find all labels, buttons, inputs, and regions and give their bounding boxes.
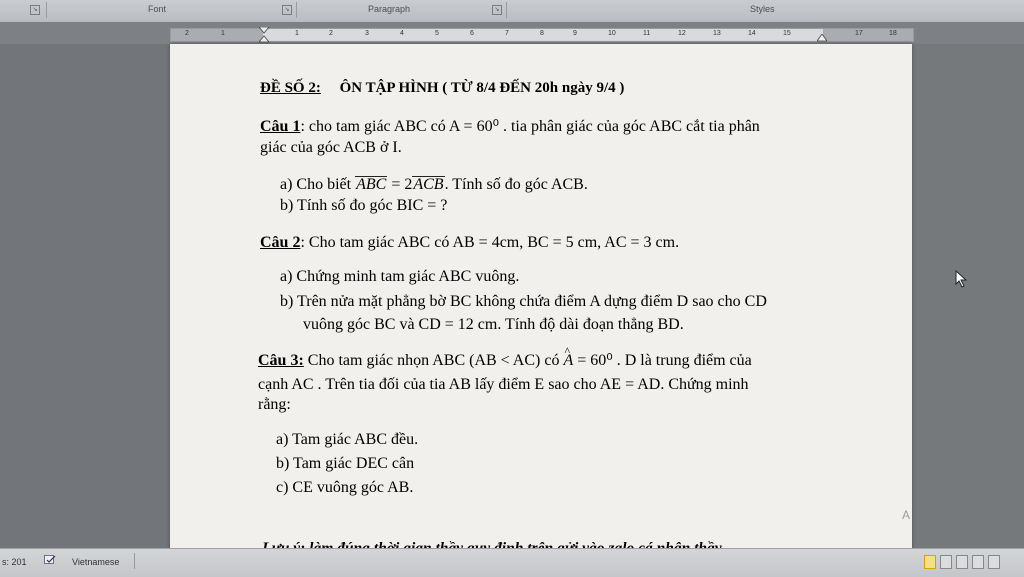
outline-view-icon[interactable] [972,555,984,569]
ruler-number: 11 [643,30,651,37]
q3-label: Câu 3: [258,352,304,369]
draft-view-icon[interactable] [988,555,1000,569]
q1a-suffix: . Tính số đo góc ACB. [444,176,588,193]
ribbon-group-labels [0,0,1024,23]
q1-line1 [260,116,760,137]
ruler-number: 9 [573,30,577,37]
q1-part-a [280,174,588,195]
styles-group-label: Styles [750,4,775,14]
print-layout-view-icon[interactable] [924,555,936,569]
watermark-text: A [902,508,911,522]
q3-text-pre: Cho tam giác nhọn ABC (AB < AC) có [303,352,564,369]
q3-text-post: = 60⁰ . D là trung điểm của [573,352,752,369]
ruler-number: 8 [540,30,544,37]
web-layout-view-icon[interactable] [956,555,968,569]
ruler-number: 7 [505,30,509,37]
angle-a: ^ A [563,350,573,371]
q1-part-b: b) Tính số đo góc BIC = ? [280,197,448,214]
ruler-number: 5 [435,30,439,37]
ribbon-separator [506,2,507,18]
q3-line1 [258,350,752,371]
ribbon-separator [46,2,47,18]
q1-label: Câu 1 [260,118,301,135]
ruler-number: 10 [608,30,616,37]
word-count[interactable]: s: 201 [2,557,27,567]
q2-label: Câu 2 [260,234,301,251]
document-title [260,80,624,97]
ribbon-separator [296,2,297,18]
ruler-number: 3 [365,30,369,37]
document-page[interactable] [170,44,912,554]
q3-line2: cạnh AC . Trên tia đối của tia AB lấy điểm E sao cho AE = AD. Chứng minh [258,376,749,393]
q1-text: : cho tam giác ABC có A = 60⁰ . tia phân giác của góc ABC cắt tia phân [300,118,760,135]
ruler-number: 17 [855,30,863,37]
q3-part-c: c) CE vuông góc AB. [276,479,414,496]
q2-text: : Cho tam giác ABC có AB = 4cm, BC = 5 cm, AC = 3 cm. [300,234,680,251]
horizontal-ruler[interactable] [170,28,914,42]
font-group-label: Font [148,4,167,14]
paragraph-launcher-icon[interactable]: ↘ [492,5,502,15]
q2-part-b-line2: vuông góc BC và CD = 12 cm. Tính độ dài đoạn thẳng BD. [303,316,684,333]
ruler-number: 12 [678,30,686,37]
ruler-number: 15 [783,30,791,37]
left-workspace [0,44,170,548]
ruler-number: 13 [713,30,721,37]
status-separator [134,553,135,569]
status-bar [0,548,1024,577]
mouse-pointer-icon [955,270,967,288]
q1a-prefix: a) Cho biết [280,176,356,193]
ruler-number: 18 [889,30,897,37]
ruler-number: 1 [221,30,225,37]
ruler-number: 2 [329,30,333,37]
indent-marker-icon[interactable] [259,27,269,43]
proofing-icon[interactable] [44,555,56,565]
ruler-right-margin [823,29,913,41]
title-text: ÔN TẬP HÌNH ( TỪ 8/4 ĐẾN 20h ngày 9/4 ) [339,80,625,96]
angle-abc: ABC [356,176,387,193]
clipboard-launcher-icon[interactable]: ↘ [30,5,40,15]
full-screen-view-icon[interactable] [940,555,952,569]
q1-line2: giác của góc ACB ở I. [260,139,402,156]
right-workspace [912,44,1024,548]
ruler-area [0,22,1024,44]
ruler-number: 4 [400,30,404,37]
q2-part-b-line1: b) Trên nửa mặt phẳng bờ BC không chứa điểm A dựng điểm D sao cho CD [280,293,767,310]
right-indent-marker-icon[interactable] [817,34,827,42]
q3-line3: rằng: [258,396,291,413]
q2-line1 [260,232,679,253]
ruler-number: 6 [470,30,474,37]
q2-part-a: a) Chứng minh tam giác ABC vuông. [280,268,520,285]
q1a-eq: = 2 [387,176,413,193]
font-launcher-icon[interactable]: ↘ [282,5,292,15]
q3-part-b: b) Tam giác DEC cân [276,455,415,472]
ruler-number: 2 [185,30,189,37]
title-label: ĐỀ SỐ 2: [260,80,321,96]
angle-acb: ACB [413,176,444,193]
q3-part-a: a) Tam giác ABC đều. [276,431,419,448]
ruler-number: 14 [748,30,756,37]
paragraph-group-label: Paragraph [368,4,411,14]
ruler-number: 1 [295,30,299,37]
language-indicator[interactable]: Vietnamese [72,557,120,567]
